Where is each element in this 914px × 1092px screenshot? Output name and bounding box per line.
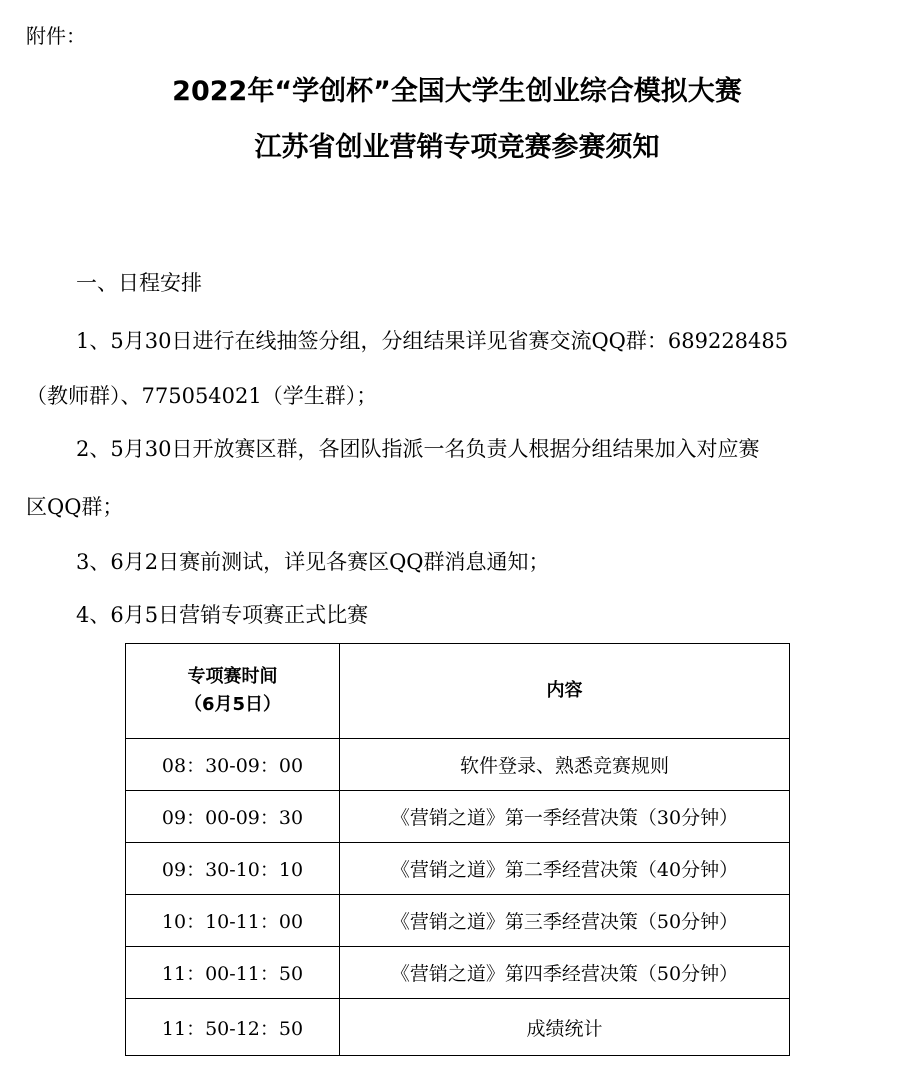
- header-content-cell: 内容: [340, 644, 790, 739]
- schedule-table: [125, 643, 790, 1056]
- schedule-item-1: 1、5月30日进行在线抽签分组，分组结果详见省赛交流QQ群：689228485: [76, 329, 789, 353]
- table-row: [126, 895, 790, 947]
- content-cell: 《营销之道》第二季经营决策（40分钟）: [340, 843, 790, 895]
- schedule-item-4: 4、6月5日营销专项赛正式比赛: [76, 603, 369, 627]
- header-time-line-1: 专项赛时间: [187, 666, 278, 687]
- document-title-line-2: 江苏省创业营销专项竞赛参赛须知: [254, 132, 660, 163]
- header-time-line-2: （6月5日）: [183, 694, 282, 715]
- table-row: [126, 791, 790, 843]
- schedule-item-1-continued: （教师群）、775054021（学生群）；: [26, 384, 378, 408]
- table-row: [126, 739, 790, 791]
- table-row: [126, 999, 790, 1056]
- schedule-item-2: 2、5月30日开放赛区群，各团队指派一名负责人根据分组结果加入对应赛: [76, 437, 760, 461]
- schedule-item-2-continued: 区QQ群；: [26, 495, 124, 519]
- content-cell: 《营销之道》第一季经营决策（30分钟）: [340, 791, 790, 843]
- document-title-line-1: 2022年“学创杯”全国大学生创业综合模拟大赛: [172, 76, 742, 107]
- header-time-cell: [126, 644, 340, 739]
- time-cell: 09：30-10：10: [126, 843, 340, 895]
- time-cell: 11：50-12：50: [126, 999, 340, 1056]
- content-cell: 软件登录、熟悉竞赛规则: [340, 739, 790, 791]
- table-header-row: [126, 644, 790, 739]
- time-cell: 09：00-09：30: [126, 791, 340, 843]
- schedule-item-3: 3、6月2日赛前测试，详见各赛区QQ群消息通知；: [76, 550, 550, 574]
- time-cell: 10：10-11：00: [126, 895, 340, 947]
- attachment-label: 附件：: [26, 24, 86, 48]
- content-cell: 成绩统计: [340, 999, 790, 1056]
- section-heading: 一、日程安排: [76, 271, 202, 295]
- content-cell: 《营销之道》第三季经营决策（50分钟）: [340, 895, 790, 947]
- time-cell: 08：30-09：00: [126, 739, 340, 791]
- time-cell: 11：00-11：50: [126, 947, 340, 999]
- table-row: [126, 947, 790, 999]
- table-row: [126, 843, 790, 895]
- content-cell: 《营销之道》第四季经营决策（50分钟）: [340, 947, 790, 999]
